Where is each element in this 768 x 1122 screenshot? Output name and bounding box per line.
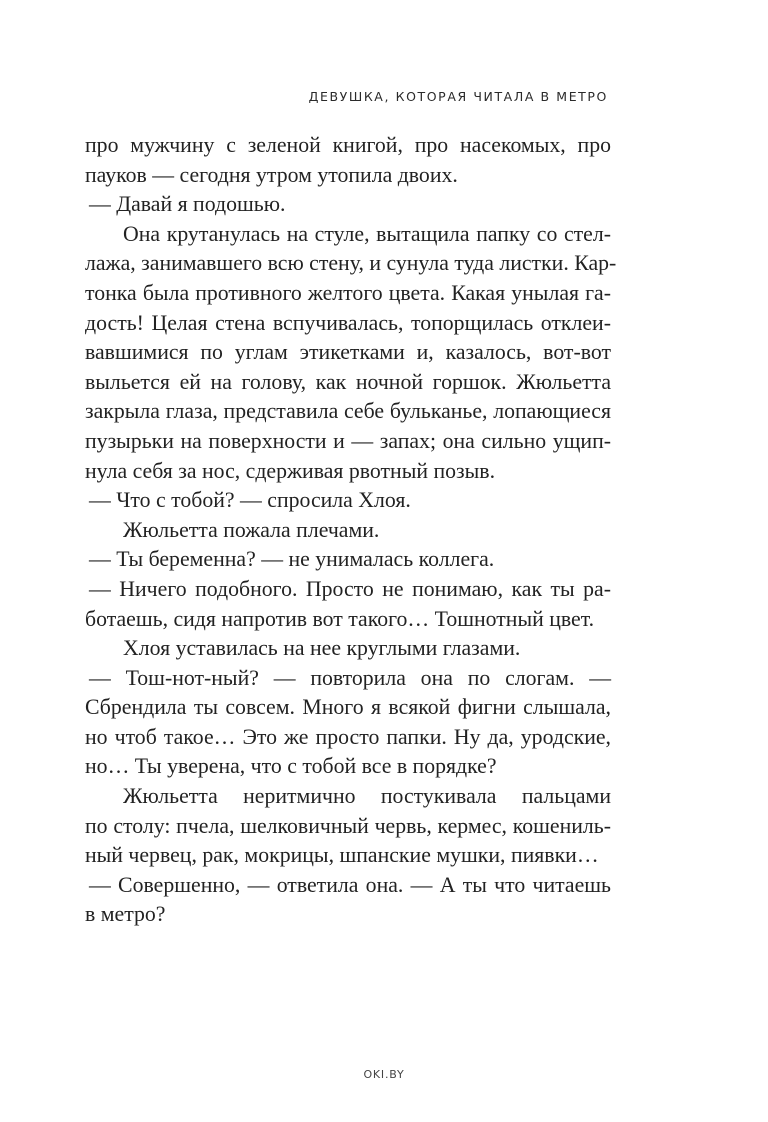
paragraph-start-line: Жюльетта пожала плечами.	[123, 517, 380, 542]
text-line: пузырьки на поверхности и — запах; она сильно ущип-	[85, 428, 611, 453]
running-head: ДЕВУШКА, КОТОРАЯ ЧИТАЛА В МЕТРО	[308, 89, 608, 104]
text-line: дость! Целая стена вспучивалась, топорщилась отклеи-	[85, 310, 611, 335]
text-line: но чтоб такое… Это же просто папки. Ну да, уродские,	[85, 724, 611, 749]
text-line: вавшимися по углам этикетками и, казалось, вот-вот	[85, 340, 611, 365]
text-line: Сбрендила ты совсем. Много я всякой фигни слышала,	[85, 695, 611, 720]
paragraph-start-line: Жюльетта неритмично постукивала пальцами	[123, 784, 611, 809]
text-line: тонка была противного желтого цвета. Какая унылая га-	[85, 280, 611, 305]
text-line: в метро?	[85, 902, 166, 927]
text-line: пауков — сегодня утром утопила двоих.	[85, 162, 458, 187]
text-line: выльется ей на голову, как ночной горшок. Жюльетта	[85, 369, 611, 394]
dialogue-line: — Ничего подобного. Просто не понимаю, как ты ра-	[89, 576, 611, 601]
dialogue-line: — Тош-нот-ный? — повторила она по слогам. —	[89, 665, 611, 690]
text-line: про мужчину с зеленой книгой, про насекомых, про	[85, 133, 611, 157]
text-line: по столу: пчела, шелковичный червь, кермес, кошениль-	[85, 813, 611, 838]
text-line: ный червец, рак, мокрицы, шпанские мушки, пиявки…	[85, 843, 599, 868]
dialogue-line: — Ты беременна? — не унималась коллега.	[89, 547, 495, 572]
dialogue-line: — Что с тобой? — спросила Хлоя.	[89, 488, 411, 513]
body-text	[85, 131, 617, 930]
paragraph-start-line: Она крутанулась на стуле, вытащила папку со стел-	[123, 221, 611, 246]
dialogue-line: — Давай я подошью.	[89, 192, 286, 217]
text-line: но… Ты уверена, что с тобой все в порядке?	[85, 754, 497, 779]
dialogue-line: — Совершенно, — ответила она. — А ты что читаешь	[89, 872, 611, 897]
text-line: ботаешь, сидя напротив вот такого… Тошнотный цвет.	[85, 606, 595, 631]
text-line: закрыла глаза, представила себе бульканье, лопающиеся	[85, 399, 611, 424]
paragraph-start-line: Хлоя уставилась на нее круглыми глазами.	[123, 636, 521, 661]
watermark-footer: OKI.BY	[363, 1068, 405, 1081]
text-line: лажа, занимавшего всю стену, и сунула туда листки. Кар-	[85, 251, 617, 276]
text-line: нула себя за нос, сдерживая рвотный позыв.	[85, 458, 496, 483]
